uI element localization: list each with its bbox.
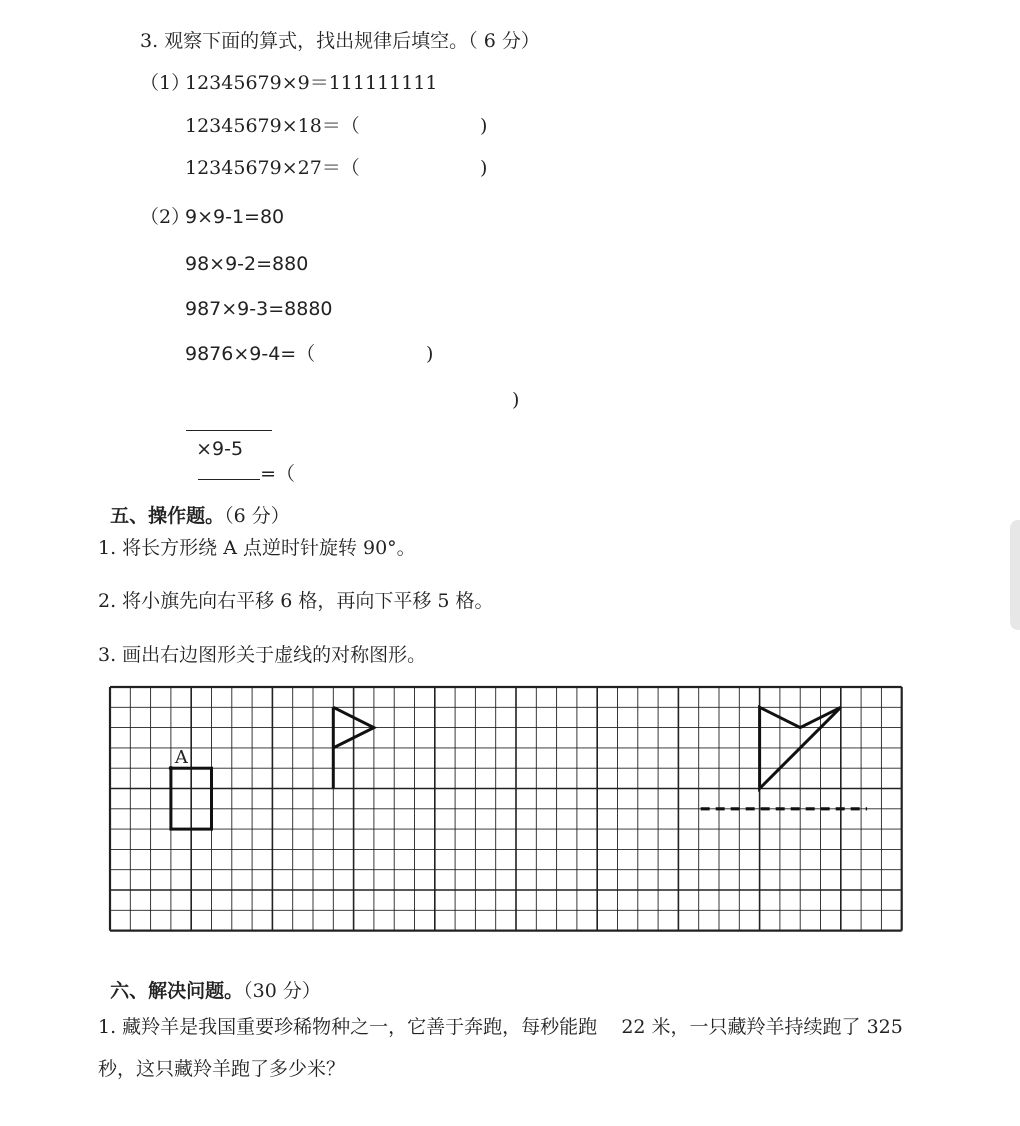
q3-part1-number: （1） (140, 72, 191, 94)
q3-part2-line5-eq: =（ (260, 463, 296, 485)
point-a-label: A (174, 747, 188, 769)
q3-part2-line5-mid: ×9-5 (196, 438, 244, 460)
section6-title (98, 955, 321, 1003)
q3-part2-line4-close: ) (426, 343, 434, 365)
q3-part2-line4: 9876×9-4=（ (185, 343, 316, 365)
q3-part2-line5-close: ) (512, 389, 520, 411)
q3-title: 3. 观察下面的算式，找出规律后填空。（ 6 分） (140, 30, 540, 52)
q3-part2-line1: 9×9-1=80 (185, 206, 285, 228)
q3-part2-line3: 987×9-3=8880 (185, 298, 333, 320)
s5-item-1: 1. 将长方形绕 A 点逆时针旋转 90°。 (98, 537, 416, 559)
q3-part1-line3-close: ) (480, 157, 488, 179)
q3-part1-line2-close: ) (480, 115, 488, 137)
q3-part2-line2: 98×9-2=880 (185, 253, 309, 275)
section5-score: （6 分） (224, 505, 290, 527)
s5-item-3: 3. 画出右边图形关于虚线的对称图形。 (98, 644, 427, 666)
s5-item-2: 2. 将小旗先向右平移 6 格，再向下平移 5 格。 (98, 590, 494, 612)
section6-heading: 六、解决问题。 (110, 980, 244, 1002)
q3-part2-number: （2） (140, 206, 191, 228)
page-edge-tab (1010, 520, 1020, 630)
section5-heading: 五、操作题。 (110, 505, 225, 527)
s6-q1-line2: 秒，这只藏羚羊跑了多少米？ (98, 1058, 346, 1080)
q3-part1-line1: 12345679×9＝111111111 (185, 72, 438, 94)
section6-score: （30 分） (243, 980, 321, 1002)
q3-part1-line2: 12345679×18＝（ (185, 115, 360, 137)
q3-part1-line3: 12345679×27＝（ (185, 157, 360, 179)
point-a (169, 766, 173, 770)
s6-q1-line1: 1. 藏羚羊是我国重要珍稀物种之一，它善于奔跑，每秒能跑 22 米，一只藏羚羊持续跑了 325 (98, 1016, 903, 1038)
